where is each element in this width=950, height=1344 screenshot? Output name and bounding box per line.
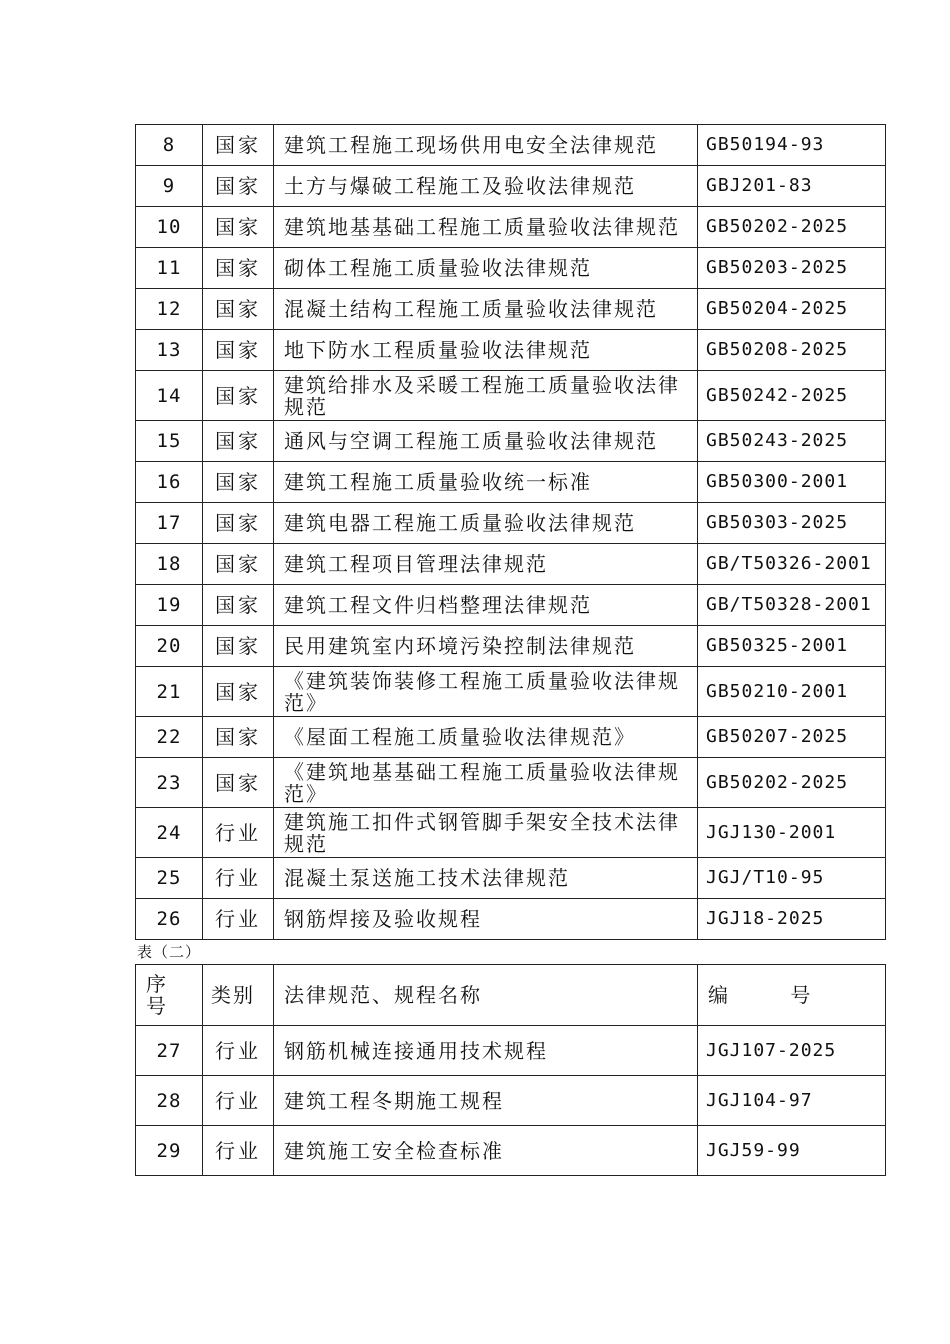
row-standard-code: JGJ104-97 bbox=[698, 1076, 886, 1126]
row-standard-name: 建筑工程项目管理法律规范 bbox=[274, 544, 698, 585]
table-row bbox=[136, 717, 886, 758]
row-standard-name: 《建筑地基基础工程施工质量验收法律规范》 bbox=[274, 758, 698, 808]
row-number: 29 bbox=[136, 1126, 203, 1176]
row-category: 行业 bbox=[203, 808, 274, 858]
row-number: 10 bbox=[136, 207, 203, 248]
row-standard-code: GB50202-2025 bbox=[698, 758, 886, 808]
row-category: 行业 bbox=[203, 1026, 274, 1076]
table-row bbox=[136, 125, 886, 166]
header-code: 编 号 bbox=[698, 965, 886, 1026]
row-standard-name: 砌体工程施工质量验收法律规范 bbox=[274, 248, 698, 289]
row-standard-name: 建筑工程文件归档整理法律规范 bbox=[274, 585, 698, 626]
row-category: 国家 bbox=[203, 626, 274, 667]
row-standard-name: 《屋面工程施工质量验收法律规范》 bbox=[274, 717, 698, 758]
row-category: 国家 bbox=[203, 289, 274, 330]
table-row bbox=[136, 899, 886, 940]
table-row bbox=[136, 585, 886, 626]
row-standard-name: 建筑地基基础工程施工质量验收法律规范 bbox=[274, 207, 698, 248]
row-standard-code: GB50194-93 bbox=[698, 125, 886, 166]
row-standard-code: GB50325-2001 bbox=[698, 626, 886, 667]
row-standard-name: 建筑工程冬期施工规程 bbox=[274, 1076, 698, 1126]
row-number: 16 bbox=[136, 462, 203, 503]
table-row bbox=[136, 544, 886, 585]
standards-table-2 bbox=[135, 964, 886, 1176]
row-standard-code: GB/T50328-2001 bbox=[698, 585, 886, 626]
row-number: 15 bbox=[136, 421, 203, 462]
table-2-caption: 表（二） bbox=[137, 943, 202, 961]
row-standard-name: 建筑电器工程施工质量验收法律规范 bbox=[274, 503, 698, 544]
table-row bbox=[136, 808, 886, 858]
row-number: 11 bbox=[136, 248, 203, 289]
row-standard-name: 土方与爆破工程施工及验收法律规范 bbox=[274, 166, 698, 207]
table-row bbox=[136, 371, 886, 421]
table-row bbox=[136, 1026, 886, 1076]
row-standard-name: 民用建筑室内环境污染控制法律规范 bbox=[274, 626, 698, 667]
row-category: 国家 bbox=[203, 585, 274, 626]
header-type: 类别 bbox=[203, 965, 274, 1026]
table-row bbox=[136, 503, 886, 544]
row-number: 8 bbox=[136, 125, 203, 166]
row-standard-name: 钢筋机械连接通用技术规程 bbox=[274, 1026, 698, 1076]
row-number: 27 bbox=[136, 1026, 203, 1076]
table-header-row bbox=[136, 965, 886, 1026]
row-standard-code: JGJ18-2025 bbox=[698, 899, 886, 940]
row-standard-name: 通风与空调工程施工质量验收法律规范 bbox=[274, 421, 698, 462]
row-category: 国家 bbox=[203, 248, 274, 289]
row-standard-name: 建筑工程施工质量验收统一标准 bbox=[274, 462, 698, 503]
row-category: 国家 bbox=[203, 758, 274, 808]
row-standard-code: JGJ130-2001 bbox=[698, 808, 886, 858]
row-number: 18 bbox=[136, 544, 203, 585]
row-number: 19 bbox=[136, 585, 203, 626]
row-category: 国家 bbox=[203, 166, 274, 207]
row-number: 14 bbox=[136, 371, 203, 421]
row-category: 国家 bbox=[203, 462, 274, 503]
row-category: 国家 bbox=[203, 503, 274, 544]
row-standard-name: 钢筋焊接及验收规程 bbox=[274, 899, 698, 940]
header-seq: 序 号 bbox=[136, 965, 203, 1026]
row-number: 23 bbox=[136, 758, 203, 808]
row-category: 行业 bbox=[203, 858, 274, 899]
row-standard-name: 混凝土结构工程施工质量验收法律规范 bbox=[274, 289, 698, 330]
table-row bbox=[136, 1126, 886, 1176]
row-standard-name: 《建筑装饰装修工程施工质量验收法律规范》 bbox=[274, 667, 698, 717]
row-number: 22 bbox=[136, 717, 203, 758]
standards-table-1 bbox=[135, 124, 886, 940]
row-number: 13 bbox=[136, 330, 203, 371]
row-standard-name: 地下防水工程质量验收法律规范 bbox=[274, 330, 698, 371]
row-category: 国家 bbox=[203, 667, 274, 717]
row-standard-code: JGJ59-99 bbox=[698, 1126, 886, 1176]
row-standard-code: GB/T50326-2001 bbox=[698, 544, 886, 585]
row-category: 国家 bbox=[203, 125, 274, 166]
row-standard-code: JGJ107-2025 bbox=[698, 1026, 886, 1076]
row-category: 国家 bbox=[203, 371, 274, 421]
row-number: 12 bbox=[136, 289, 203, 330]
row-category: 国家 bbox=[203, 421, 274, 462]
table-row bbox=[136, 462, 886, 503]
row-number: 20 bbox=[136, 626, 203, 667]
row-category: 国家 bbox=[203, 207, 274, 248]
row-standard-name: 建筑工程施工现场供用电安全法律规范 bbox=[274, 125, 698, 166]
table-row bbox=[136, 248, 886, 289]
row-standard-code: GB50303-2025 bbox=[698, 503, 886, 544]
row-standard-code: GBJ201-83 bbox=[698, 166, 886, 207]
table-row bbox=[136, 858, 886, 899]
row-standard-name: 建筑施工扣件式钢管脚手架安全技术法律规范 bbox=[274, 808, 698, 858]
table-row bbox=[136, 758, 886, 808]
row-standard-code: GB50202-2025 bbox=[698, 207, 886, 248]
row-category: 行业 bbox=[203, 1126, 274, 1176]
table-row bbox=[136, 207, 886, 248]
row-standard-code: GB50208-2025 bbox=[698, 330, 886, 371]
row-number: 26 bbox=[136, 899, 203, 940]
table-row bbox=[136, 1076, 886, 1126]
row-standard-name: 混凝土泵送施工技术法律规范 bbox=[274, 858, 698, 899]
row-standard-name: 建筑给排水及采暖工程施工质量验收法律规范 bbox=[274, 371, 698, 421]
row-category: 行业 bbox=[203, 899, 274, 940]
row-number: 28 bbox=[136, 1076, 203, 1126]
row-category: 国家 bbox=[203, 544, 274, 585]
table-row bbox=[136, 289, 886, 330]
row-standard-code: GB50207-2025 bbox=[698, 717, 886, 758]
row-number: 17 bbox=[136, 503, 203, 544]
row-category: 行业 bbox=[203, 1076, 274, 1126]
table-row bbox=[136, 166, 886, 207]
row-number: 24 bbox=[136, 808, 203, 858]
row-category: 国家 bbox=[203, 330, 274, 371]
row-standard-code: GB50204-2025 bbox=[698, 289, 886, 330]
row-standard-code: JGJ/T10-95 bbox=[698, 858, 886, 899]
row-standard-code: GB50242-2025 bbox=[698, 371, 886, 421]
row-category: 国家 bbox=[203, 717, 274, 758]
table-row bbox=[136, 667, 886, 717]
row-number: 21 bbox=[136, 667, 203, 717]
row-standard-code: GB50243-2025 bbox=[698, 421, 886, 462]
table-row bbox=[136, 330, 886, 371]
row-standard-code: GB50210-2001 bbox=[698, 667, 886, 717]
row-number: 9 bbox=[136, 166, 203, 207]
table-row bbox=[136, 421, 886, 462]
row-standard-code: GB50203-2025 bbox=[698, 248, 886, 289]
table-row bbox=[136, 626, 886, 667]
row-number: 25 bbox=[136, 858, 203, 899]
row-standard-code: GB50300-2001 bbox=[698, 462, 886, 503]
row-standard-name: 建筑施工安全检查标准 bbox=[274, 1126, 698, 1176]
header-name: 法律规范、规程名称 bbox=[274, 965, 698, 1026]
